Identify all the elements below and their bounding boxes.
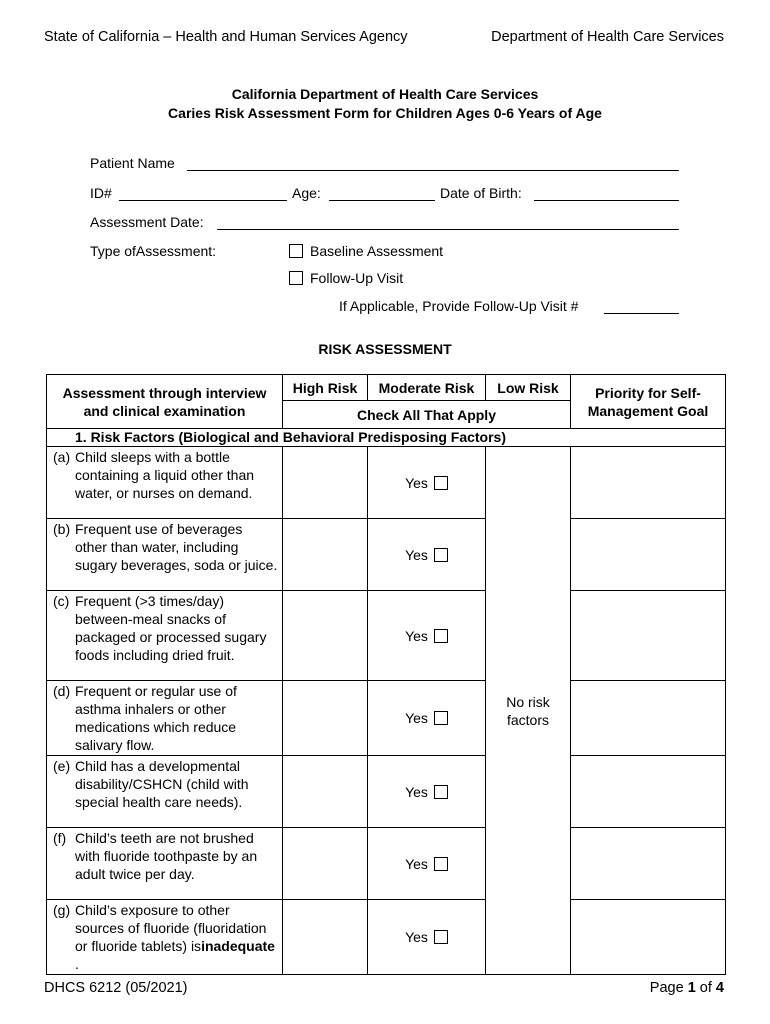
risk-item-row [47, 681, 726, 756]
risk-item-d [47, 681, 283, 756]
risk-item-row [47, 900, 726, 975]
priority-cell[interactable] [571, 756, 726, 828]
yes-label: Yes [405, 929, 428, 945]
yes-label: Yes [405, 627, 428, 644]
moderate-risk-cell [368, 519, 486, 591]
baseline-checkbox[interactable] [289, 244, 303, 258]
high-risk-cell [283, 828, 368, 900]
check-all-header: Check All That Apply [283, 401, 571, 429]
priority-cell[interactable] [571, 900, 726, 975]
followup-label: Follow-Up Visit [310, 270, 404, 286]
moderate-risk-cell [368, 756, 486, 828]
risk-assessment-heading: RISK ASSESSMENT [318, 341, 452, 357]
yes-label: Yes [405, 710, 428, 726]
yes-checkbox-b[interactable] [434, 548, 448, 562]
form-title-line2: Caries Risk Assessment Form for Children Ages 0-6 Years of Age [168, 105, 602, 121]
yes-checkbox-g[interactable] [434, 930, 448, 944]
dob-field[interactable] [534, 200, 679, 201]
page-current: 1 [687, 980, 696, 996]
item-marker: (e) [53, 758, 71, 774]
risk-item-c [47, 591, 283, 681]
yes-label: Yes [405, 546, 428, 563]
moderate-risk-cell [368, 591, 486, 681]
agency-header: State of California – Health and Human Services Agency [44, 29, 408, 45]
item-text [75, 901, 278, 973]
form-title-line1: California Department of Health Care Services [231, 86, 539, 102]
item-marker: (d) [53, 683, 71, 699]
item-marker: (f) [53, 830, 67, 846]
risk-assessment-table [46, 374, 726, 975]
no-risk-factors-cell [486, 447, 571, 975]
high-risk-cell [283, 519, 368, 591]
item-text: Frequent use of beverages other than water, including sugary beverages, soda or juice. [75, 521, 278, 573]
page-of: of [695, 980, 716, 996]
followup-number-label: If Applicable, Provide Follow-Up Visit # [339, 298, 579, 314]
item-text: Child sleeps with a bottle containing a liquid other than water, or nurses on demand. [75, 449, 255, 501]
priority-cell[interactable] [571, 519, 726, 591]
risk-item-row [47, 828, 726, 900]
moderate-risk-cell [368, 828, 486, 900]
yes-checkbox-a[interactable] [434, 476, 448, 490]
assessment-date-label: Assessment Date: [90, 214, 204, 230]
item-text: Frequent or regular use of asthma inhalers or other medications which reduce salivary flow. [75, 683, 237, 753]
high-risk-cell [283, 756, 368, 828]
risk-item-g [47, 900, 283, 975]
id-label: ID# [90, 185, 112, 201]
item-marker: (g) [53, 902, 71, 918]
risk-item-row [47, 447, 726, 519]
item-text: Child has a developmental disability/CSHCN (child with special health care needs). [75, 758, 249, 810]
followup-checkbox[interactable] [289, 271, 303, 285]
risk-item-row [47, 519, 726, 591]
dob-label: Date of Birth: [440, 185, 522, 201]
moderate-risk-cell [368, 900, 486, 975]
col-high-risk-header: High Risk [283, 375, 368, 401]
col-low-risk-header: Low Risk [486, 375, 571, 401]
item-text-end: . [75, 956, 79, 972]
patient-name-label: Patient Name [90, 155, 175, 171]
item-text-main: Child’s exposure to other sources of fluoride (fluoridation or fluoride tablets) is [75, 902, 267, 954]
risk-factors-heading: 1. Risk Factors (Biological and Behavioral Predisposing Factors) [47, 429, 726, 447]
age-label: Age: [292, 185, 321, 201]
assessment-type-label: Type ofAssessment: [90, 243, 217, 259]
priority-cell[interactable] [571, 681, 726, 756]
no-risk-factors-text: No risk factors [506, 693, 550, 728]
high-risk-cell [283, 681, 368, 756]
yes-label: Yes [405, 474, 428, 491]
risk-item-f [47, 828, 283, 900]
yes-checkbox-c[interactable] [434, 629, 448, 643]
high-risk-cell [283, 591, 368, 681]
risk-item-b [47, 519, 283, 591]
page-prefix: Page [649, 980, 688, 996]
risk-item-a [47, 447, 283, 519]
item-marker: (c) [53, 593, 70, 609]
yes-label: Yes [405, 783, 428, 800]
item-text-emphasis: inadequate [201, 938, 275, 954]
risk-item-row [47, 591, 726, 681]
page-number [650, 980, 724, 996]
high-risk-cell [283, 447, 368, 519]
followup-number-field[interactable] [604, 313, 679, 314]
item-marker: (a) [53, 449, 71, 465]
item-marker: (b) [53, 521, 71, 537]
yes-checkbox-d[interactable] [434, 711, 448, 725]
page-total: 4 [715, 980, 724, 996]
risk-item-e [47, 756, 283, 828]
moderate-risk-cell [368, 447, 486, 519]
item-text: Frequent (>3 times/day) between-meal snacks of packaged or processed sugary foods including dried fruit. [75, 593, 267, 663]
moderate-risk-cell [368, 681, 486, 756]
assessment-date-field[interactable] [217, 229, 679, 230]
col-moderate-risk-header: Moderate Risk [368, 375, 486, 401]
priority-cell[interactable] [571, 447, 726, 519]
id-field[interactable] [119, 200, 287, 201]
yes-checkbox-e[interactable] [434, 785, 448, 799]
baseline-label: Baseline Assessment [310, 243, 444, 259]
col-priority-header: Priority for Self-Management Goal [571, 375, 726, 429]
high-risk-cell [283, 900, 368, 975]
risk-item-row [47, 756, 726, 828]
age-field[interactable] [329, 200, 435, 201]
col-assessment-header: Assessment through interview and clinical examination [47, 375, 283, 429]
department-header: Department of Health Care Services [491, 29, 724, 45]
item-text: Child’s teeth are not brushed with fluoride toothpaste by an adult twice per day. [75, 830, 258, 882]
priority-cell[interactable] [571, 828, 726, 900]
yes-label: Yes [405, 855, 428, 872]
patient-name-field[interactable] [187, 170, 679, 171]
priority-cell[interactable] [571, 591, 726, 681]
yes-checkbox-f[interactable] [434, 857, 448, 871]
form-id: DHCS 6212 (05/2021) [44, 980, 188, 996]
